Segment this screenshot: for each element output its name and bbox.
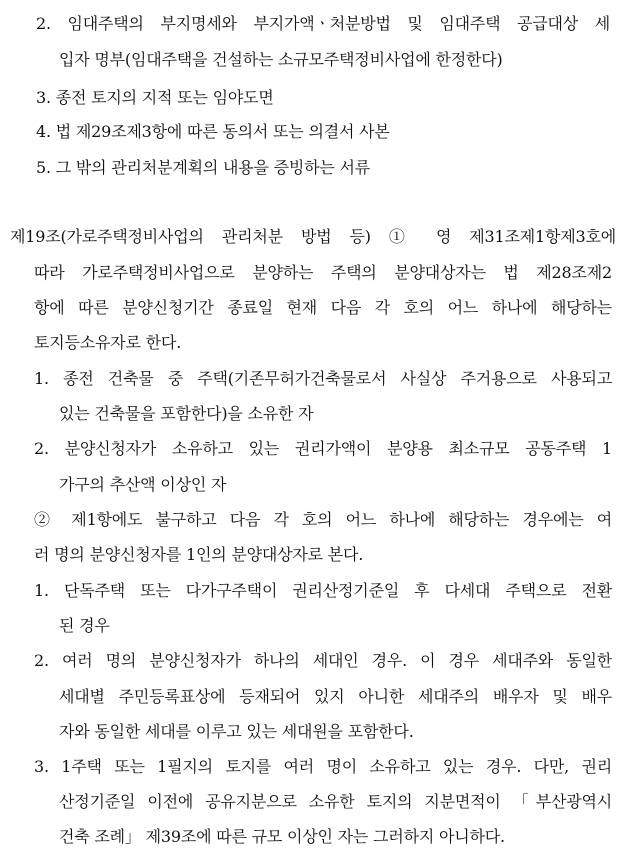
text-line-15: 러 명의 분양신청자를 1인의 분양대상자로 본다. — [34, 545, 364, 564]
text-line-22: 산정기준일 이전에 공유지분으로 소유한 토지의 지분면적이 「부산광역시 — [59, 792, 612, 811]
text-line-16: 1. 단독주택 또는 다가구주택이 권리산정기준일 후 다세대 주택으로 전환 — [34, 581, 612, 600]
text-line-23: 건축 조례」 제39조에 따른 규모 이상인 자는 그러하지 아니하다. — [59, 827, 505, 846]
text-line-20: 자와 동일한 세대를 이루고 있는 세대원을 포함한다. — [59, 722, 414, 741]
text-line-11: 있는 건축물을 포함한다)을 소유한 자 — [59, 404, 314, 423]
text-line-8: 항에 따른 분양신청기간 종료일 현재 다음 각 호의 어느 하나에 해당하는 — [34, 298, 612, 317]
text-line-13: 가구의 추산액 이상인 자 — [59, 475, 227, 494]
text-line-18: 2. 여러 명의 분양신청자가 하나의 세대인 경우. 이 경우 세대주와 동일한 — [34, 651, 612, 670]
text-line-1: 2. 임대주택의 부지명세와 부지가액ㆍ처분방법 및 임대주택 공급대상 세 — [36, 14, 610, 33]
text-line-14: ② 제1항에도 불구하고 다음 각 호의 어느 하나에 해당하는 경우에는 여 — [34, 510, 612, 529]
text-line-19: 세대별 주민등록표상에 등재되어 있지 아니한 세대주의 배우자 및 배우 — [59, 687, 612, 706]
text-line-3: 3. 종전 토지의 지적 또는 임야도면 — [36, 88, 274, 107]
text-line-5: 5. 그 밖의 관리처분계획의 내용을 증빙하는 서류 — [36, 158, 371, 177]
text-line-10: 1. 종전 건축물 중 주택(기존무허가건축물로서 사실상 주거용으로 사용되고 — [34, 369, 612, 388]
text-line-7: 따라 가로주택정비사업으로 분양하는 주택의 분양대상자는 법 제28조제2 — [34, 263, 612, 282]
text-line-9: 토지등소유자로 한다. — [34, 333, 182, 352]
text-line-12: 2. 분양신청자가 소유하고 있는 권리가액이 분양용 최소규모 공동주택 1 — [34, 439, 612, 458]
text-line-4: 4. 법 제29조제3항에 따른 동의서 또는 의결서 사본 — [36, 122, 390, 141]
text-line-21: 3. 1주택 또는 1필지의 토지를 여러 명이 소유하고 있는 경우. 다만, 권리 — [34, 757, 612, 776]
text-line-6: 제19조(가로주택정비사업의 관리처분 방법 등) ① 영 제31조제1항제3호에 — [10, 227, 616, 246]
text-line-2: 입자 명부(임대주택을 건설하는 소규모주택정비사업에 한정한다) — [59, 50, 503, 69]
text-line-17: 된 경우 — [59, 616, 110, 635]
